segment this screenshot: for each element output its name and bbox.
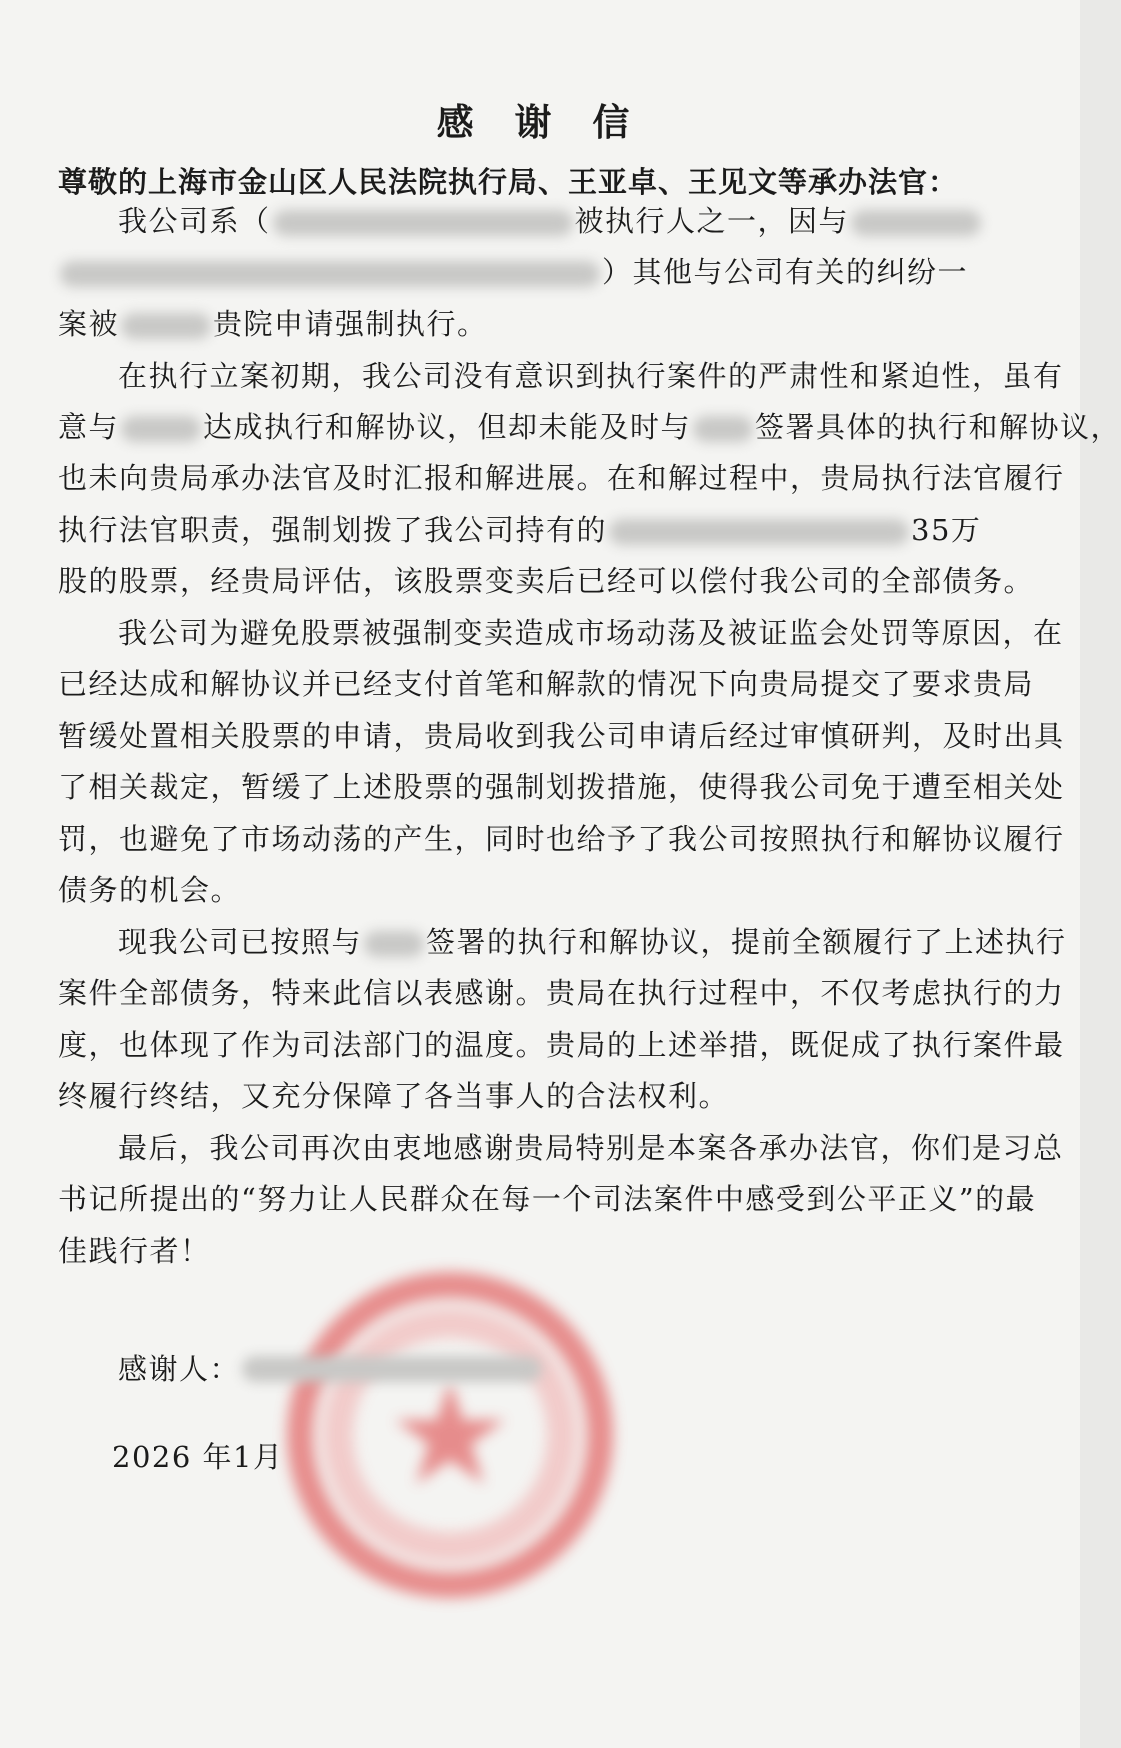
letter-text: 佳践行者！ [58,1234,211,1268]
redacted-company-name [242,1356,542,1382]
letter-line [58,818,1065,860]
redacted-text [60,261,600,287]
letter-line [58,457,1065,499]
letter-line [58,1178,1036,1220]
letter-text: 贵院申请强制执行。 [213,307,488,341]
letter-text: 已经达成和解协议并已经支付首笔和解款的情况下向贵局提交了要求贵局 [58,667,1035,701]
letter-text: 在执行立案初期，我公司没有意识到执行案件的严肃性和紧迫性，虽有 [118,359,1064,393]
letter-line [118,612,1064,654]
letter-line [58,972,1065,1014]
redacted-text [121,416,201,442]
letter-text: 罚，也避免了市场动荡的产生，同时也给予了我公司按照执行和解协议履行 [58,822,1065,856]
letter-line [118,200,983,242]
letter-text: 案件全部债务，特来此信以表感谢。贵局在执行过程中，不仅考虑执行的力 [58,976,1065,1010]
letter-text: 意与 [58,410,120,444]
letter-text: 我公司为避免股票被强制变卖造成市场动荡及被证监会处罚等原因，在 [118,616,1064,650]
letter-line [58,1230,211,1272]
letter-line [58,1075,729,1117]
letter-text: 债务的机会。 [58,873,242,907]
signature-label: 感谢人： [118,1352,241,1386]
letter-text: 我公司系（ [118,204,271,238]
company-seal-stamp [285,1270,615,1600]
letter-text: 现我公司已按照与 [118,925,363,959]
letter-line [58,715,1065,757]
letter-text: 了相关裁定，暂缓了上述股票的强制划拨措施，使得我公司免于遭至相关处 [58,770,1065,804]
letter-line [58,303,488,345]
letter-text: 度，也体现了作为司法部门的温度。贵局的上述举措，既促成了执行案件最 [58,1028,1065,1062]
letter-text: 被执行人之一，因与 [574,204,850,238]
redacted-text [121,313,211,339]
letter-line [118,1127,1064,1169]
letter-text: 达成执行和解协议，但却未能及时与 [203,410,692,444]
letter-line [58,509,981,551]
redacted-text [851,210,981,236]
letter-title: 感 谢 信 [436,100,644,144]
letter-line [58,766,1065,808]
letter-text: 案被 [58,307,120,341]
letter-line [118,921,1067,963]
letter-text: 暂缓处置相关股票的申请，贵局收到我公司申请后经过审慎研判，及时出具 [58,719,1065,753]
letter-line [58,869,241,911]
redacted-text [273,210,573,236]
letter-text: 股的股票，经贵局评估，该股票变卖后已经可以偿付我公司的全部债务。 [58,564,1035,598]
letter-text: 签署的执行和解协议，提前全额履行了上述执行 [426,925,1067,959]
letter-line [58,1024,1065,1066]
letter-salutation: 尊敬的上海市金山区人民法院执行局、王亚卓、王见文等承办法官： [58,165,959,199]
letter-line [58,560,1034,602]
redacted-text [609,519,909,545]
letter-line [118,355,1064,397]
letter-text: 终履行终结，又充分保障了各当事人的合法权利。 [58,1079,730,1113]
letter-line [58,406,1121,448]
letter-line [58,251,968,293]
letter-text: 书记所提出的“努力让人民群众在每一个司法案件中感受到公平正义”的最 [58,1182,1037,1216]
letter-text: 执行法官职责，强制划拨了我公司持有的 [58,513,608,547]
letter-line [58,663,1034,705]
redacted-text [364,931,424,957]
letter-text: 签署具体的执行和解协议， [755,410,1121,444]
letter-text: ）其他与公司有关的纠纷一 [602,255,969,289]
redacted-text [693,416,753,442]
letter-date: 2026 年1月 [112,1440,284,1474]
letter-text: 35万 [911,513,982,547]
letter-text: 也未向贵局承办法官及时汇报和解进展。在和解过程中，贵局执行法官履行 [58,461,1065,495]
letter-text: 最后，我公司再次由衷地感谢贵局特别是本案各承办法官，你们是习总 [118,1131,1064,1165]
